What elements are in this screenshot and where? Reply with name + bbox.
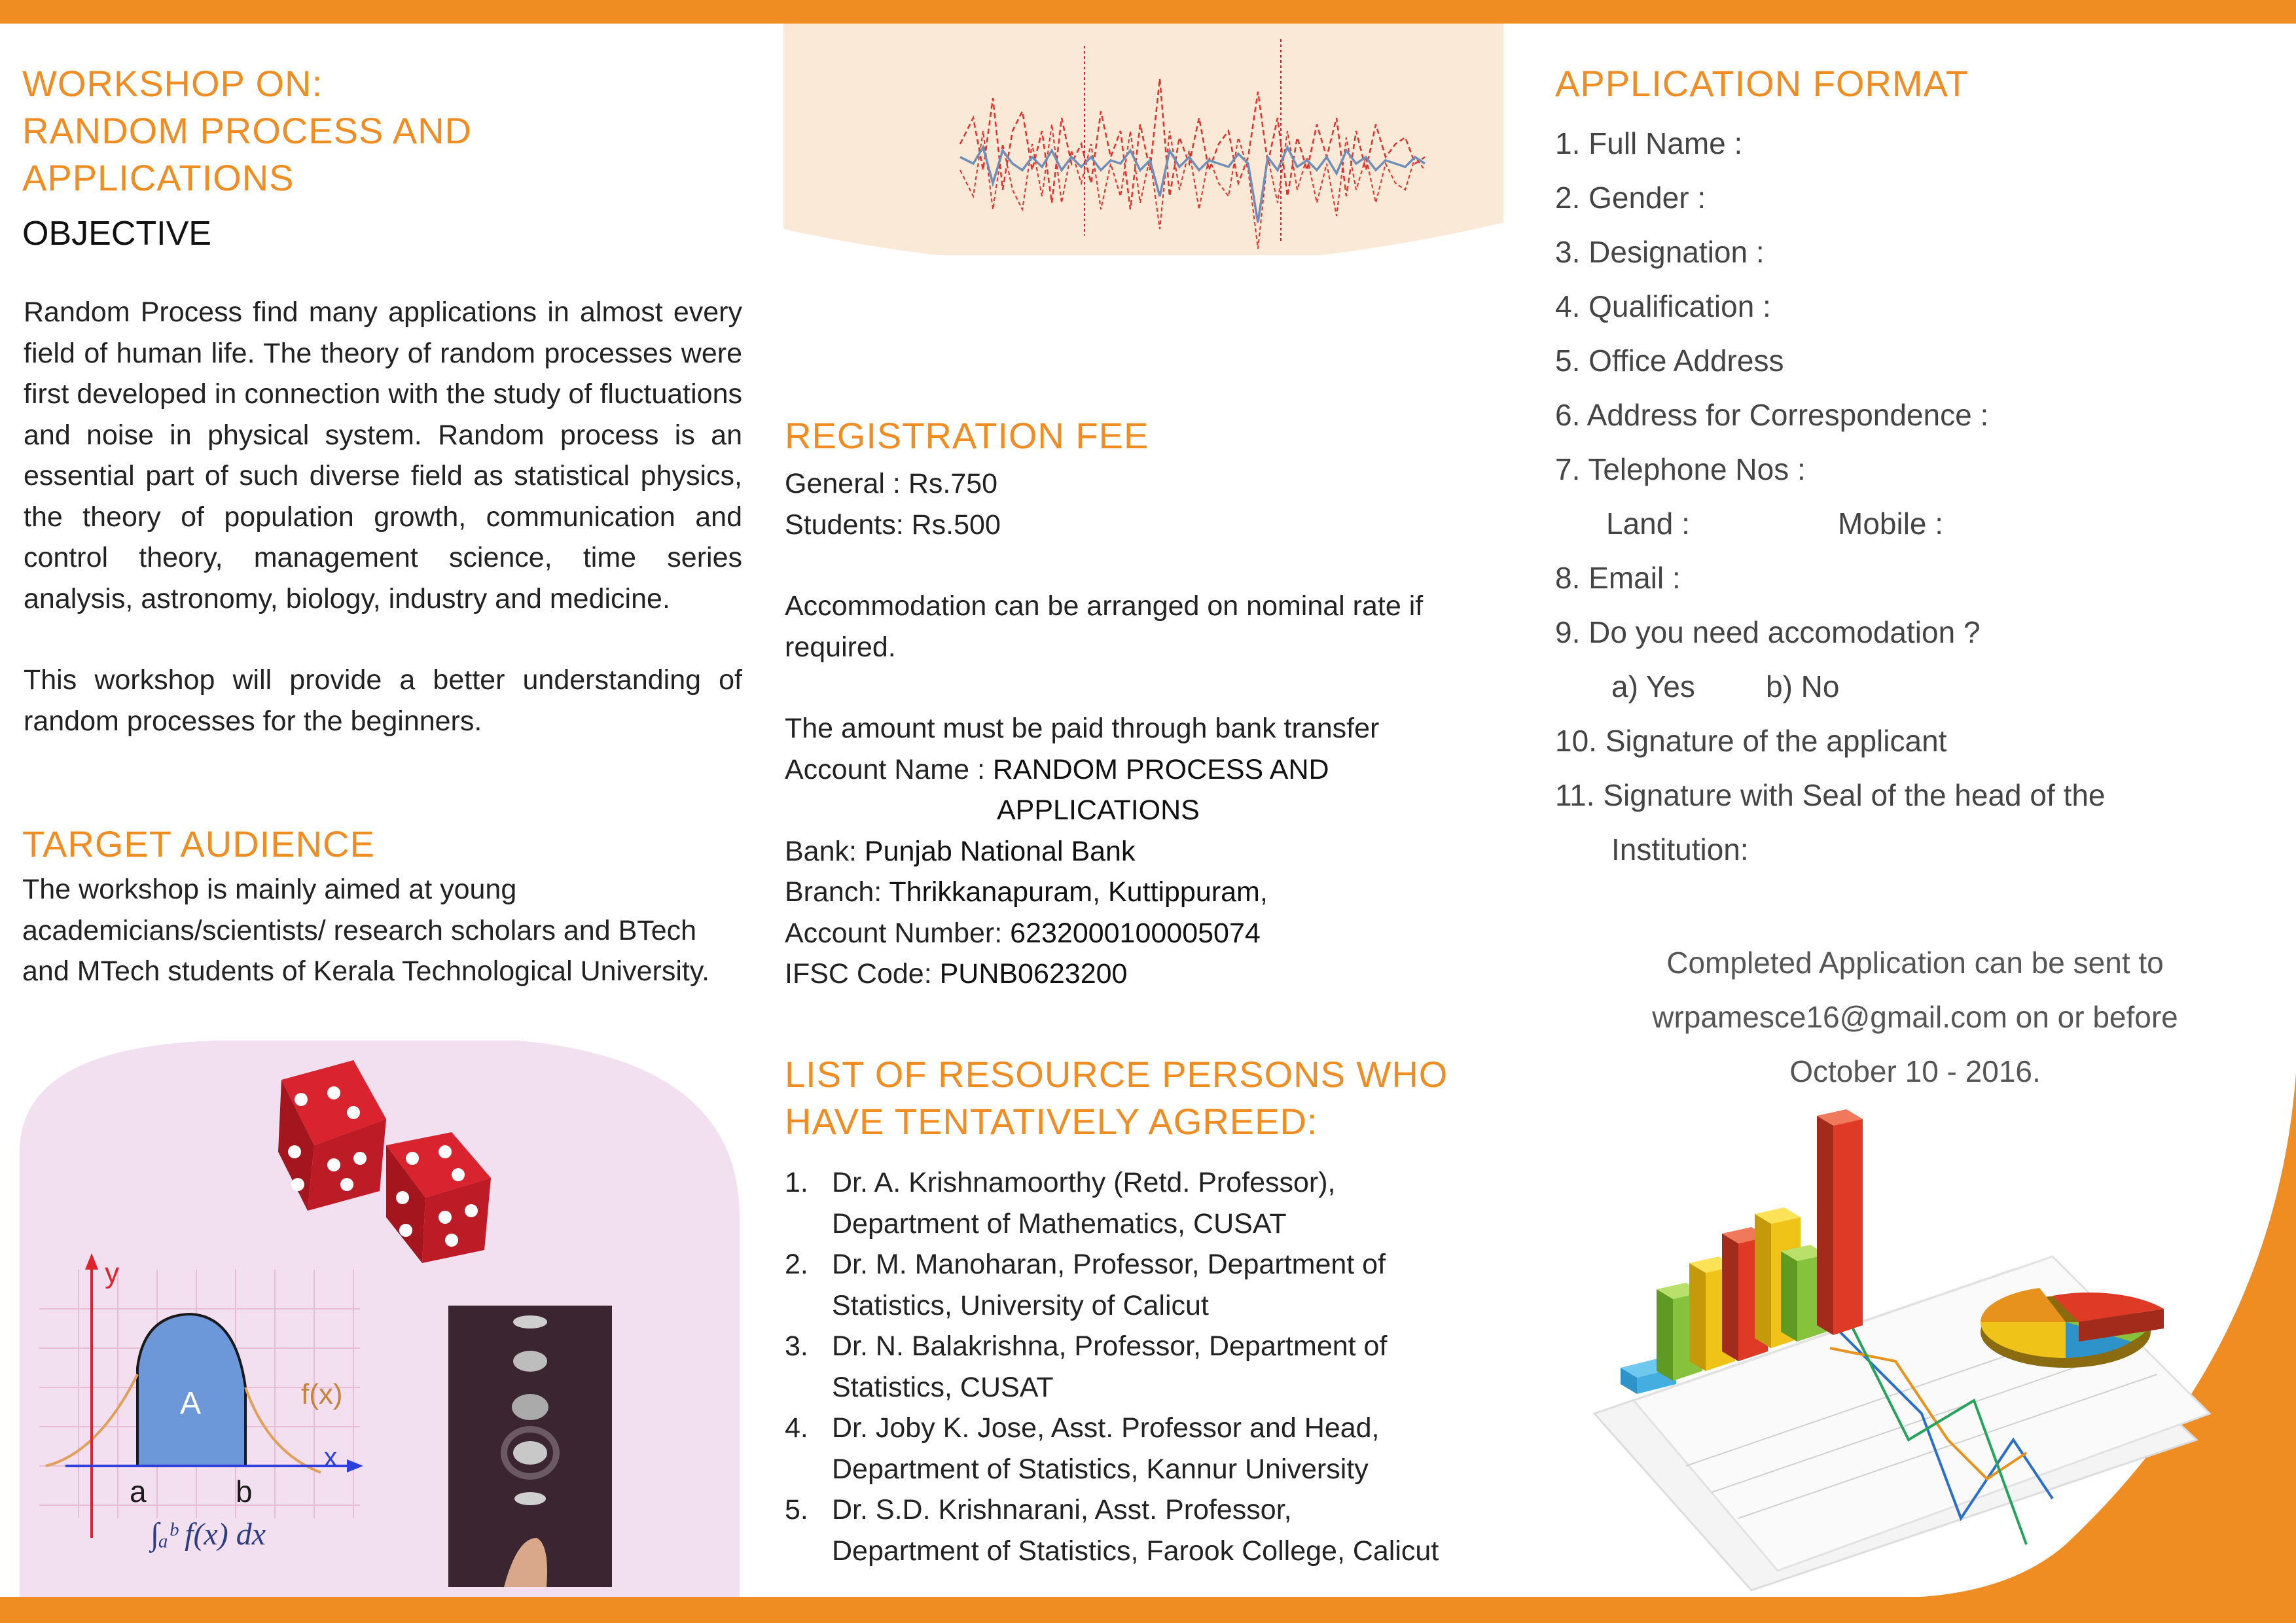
ifsc-label: IFSC Code: [785,958,940,990]
account-number-row [785,913,1505,954]
format-item-email: 8. Email : [1555,561,1681,595]
fee-students: Students: Rs.500 [785,508,1001,541]
ifsc-row [785,954,1505,995]
objective-body [24,292,742,741]
resource-line: Dr. M. Manoharan, Professor, Department of [832,1249,1386,1280]
objective-heading: OBJECTIVE [22,215,211,253]
application-format-list [1555,116,2275,889]
chart-illustration [1555,1073,2296,1597]
format-item-signature: 10. Signature of the applicant [1555,724,1947,758]
payment-note: The amount must be paid through bank transfer [785,713,1380,744]
format-item-correspondence: 6. Address for Correspondence : [1555,398,1989,432]
note-email: wrpamesce16@gmail.com on or before [1652,1000,2178,1034]
branch-separator: , [1092,876,1108,908]
resource-line: Department of Statistics, Farook College, Calicut [832,1535,1439,1567]
account-name-value: RANDOM PROCESS AND [992,753,1329,785]
branch-value-1: Thrikkanapuram [889,876,1093,908]
resource-item [785,1162,1505,1244]
area-label: A [180,1386,202,1421]
resource-line: Statistics, CUSAT [832,1371,1054,1403]
objective-text-2: This workshop will provide a better understanding of random processes for the beginners. [24,664,742,737]
resource-num: 3. [785,1330,808,1362]
account-name-label: Account Name : [785,753,993,785]
a-label: a [130,1474,147,1508]
audience-section [22,821,742,992]
format-item-full-name: 1. Full Name : [1555,126,1743,160]
branch-end: , [1259,876,1268,908]
bank-row [785,831,1505,872]
resource-num: 1. [785,1167,808,1198]
resource-heading-line1: LIST OF RESOURCE PERSONS WHO [785,1054,1448,1095]
workshop-title-line1: WORKSHOP ON: [22,63,323,104]
left-panel [22,60,742,202]
fee-general: General : Rs.750 [785,468,998,499]
format-item-gender: 2. Gender : [1555,181,1706,215]
probability-illustration [20,1021,740,1597]
accommodation-note: Accommodation can be arranged on nominal rate if required. [785,590,1424,663]
format-item-telephone: 7. Telephone Nos : [1555,452,1806,486]
resource-line: Dr. S.D. Krishnarani, Asst. Professor, [832,1494,1292,1525]
resource-num: 4. [785,1412,808,1444]
branch-row [785,872,1505,913]
resource-line: Dr. N. Balakrishna, Professor, Department of [832,1330,1388,1362]
workshop-title-line2: RANDOM PROCESS AND APPLICATIONS [22,110,472,198]
application-format-heading-wrap [1555,60,2275,107]
yes-option: a) Yes [1611,669,1695,704]
account-number-value: 6232000100005074 [1010,917,1261,949]
resource-num: 2. [785,1249,808,1280]
resource-line: Department of Statistics, Kannur University [832,1453,1369,1485]
integral-formula: ∫ₐᵇ f(x) dx [151,1517,266,1552]
bottom-orange-band [0,1597,2296,1623]
account-number-label: Account Number: [785,917,1011,949]
fx-label: f(x) [301,1378,343,1410]
institution-label: Institution: [1611,832,1749,866]
objective-text: Random Process find many applications in almost every field of human life. The theory of random processes were first developed in connection with the study of fluctuations and noise in physical system. Random process is an essential part of such diverse field as statistical physics, the theory of population growth, communication and control theory, management science, time series analysis, astronomy, biology, industry and medicine. [24,296,742,615]
resource-item [785,1489,1505,1571]
b-label: b [236,1474,253,1508]
account-name-value-line2 [785,790,1505,831]
resource-num: 5. [785,1494,808,1525]
resource-heading-line2: HAVE TENTATIVELY AGREED: [785,1101,1318,1142]
objective-section [22,213,742,255]
y-label: y [105,1257,119,1289]
bank-value: Punjab National Bank [864,835,1136,867]
resource-item [785,1408,1505,1489]
branch-label: Branch: [785,876,889,908]
mobile-label: Mobile : [1838,507,1944,541]
resource-line: Department of Mathematics, CUSAT [832,1207,1287,1240]
format-item-seal: 11. Signature with Seal of the head of the [1555,778,2106,812]
account-name-value-2: APPLICATIONS [997,794,1200,826]
registration-heading: REGISTRATION FEE [785,415,1149,456]
coin-toss-image [448,1306,612,1587]
no-option: b) No [1766,669,1840,704]
format-item-office-address: 5. Office Address [1555,344,1784,378]
resource-line: Dr. Joby K. Jose, Asst. Professor and Head, [832,1412,1380,1444]
resource-line: Dr. A. Krishnamoorthy (Retd. Professor), [832,1167,1336,1198]
resource-item [785,1244,1505,1326]
format-item-qualification: 4. Qualification : [1555,289,1771,323]
audience-heading: TARGET AUDIENCE [22,823,375,865]
format-item-designation: 3. Designation : [1555,235,1765,269]
x-label: x [324,1443,337,1472]
registration-section [785,412,1505,995]
resource-item [785,1326,1505,1408]
bank-label: Bank: [785,835,865,867]
format-item-accommodation: 9. Do you need accomodation ? [1555,615,1981,649]
resource-section [785,1051,1505,1571]
branch-value-2: Kuttippuram [1107,876,1260,908]
note-deadline: October 10 - 2016. [1789,1054,2041,1088]
signal-banner [783,0,1503,255]
land-label: Land : [1606,507,1690,541]
note-line-1: Completed Application can be sent to [1666,946,2164,980]
resource-list [785,1162,1505,1571]
account-name-row [785,749,1505,791]
audience-text: The workshop is mainly aimed at young academicians/scientists/ research scholars and BTech and MTech students of Kerala Technological University. [22,874,710,987]
ifsc-value: PUNB0623200 [939,958,1128,990]
application-format-heading: APPLICATION FORMAT [1555,63,1969,104]
resource-line: Statistics, University of Calicut [832,1289,1209,1321]
